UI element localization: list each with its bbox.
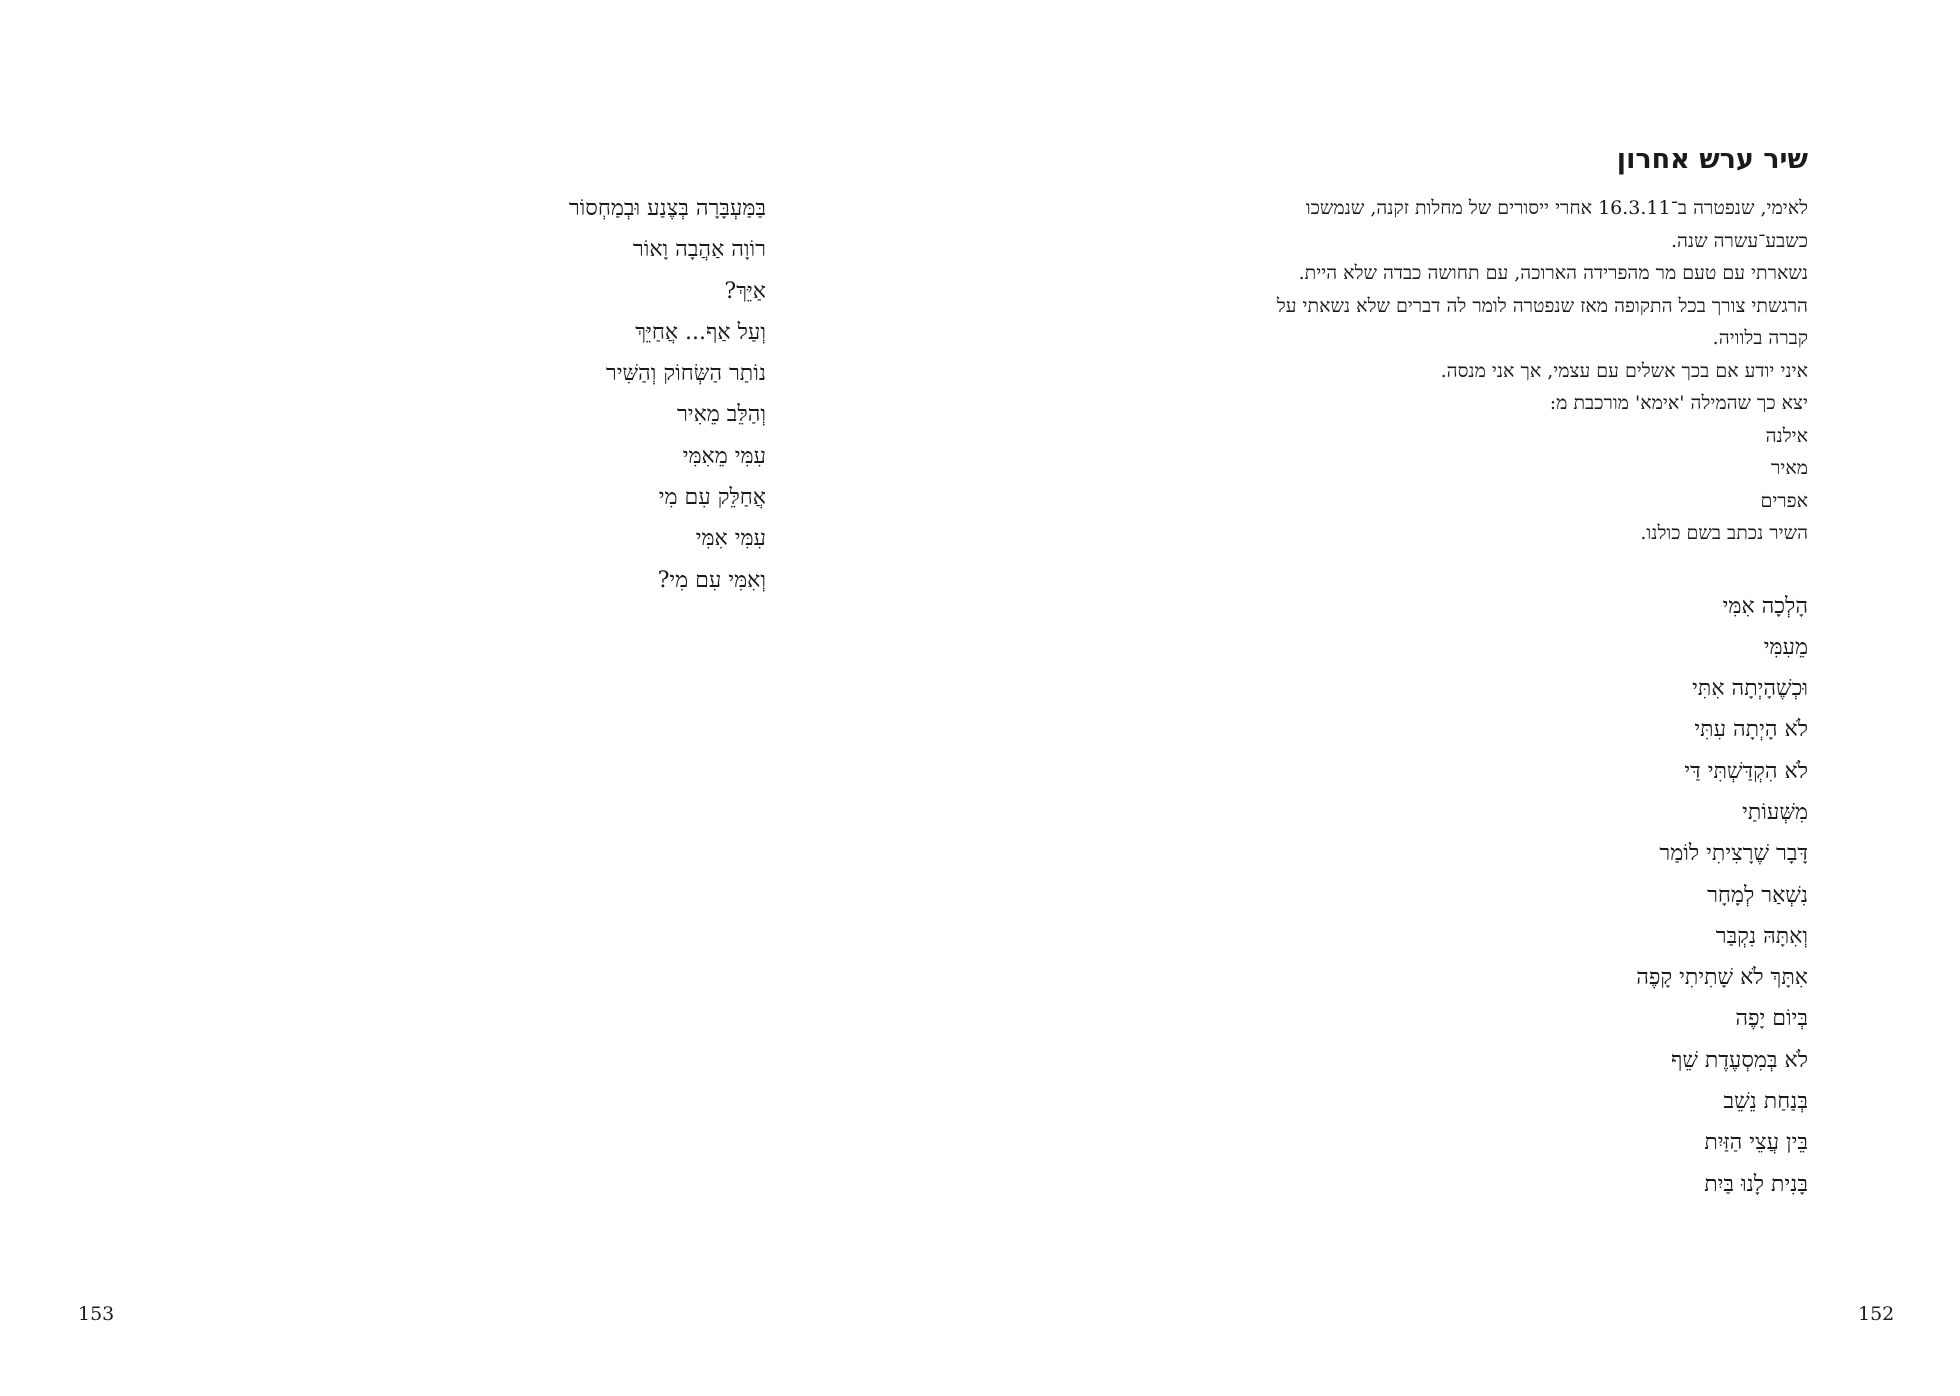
verse-line: נוֹתַר הַשְּׂחוֹק וְהַשִּׁיר [605,361,766,387]
verse-line: בֵּין עֲצֵי הַזַּיִת [1704,1130,1808,1156]
verse-line: וְעַל אַף... אֲחַיֵּךְ [635,319,766,345]
verse-line: הָלְכָה אִמִּי [1722,593,1808,619]
intro-line: אפרים [1760,489,1808,512]
verse-line: וְאִמִּי עִם מִי? [657,567,766,593]
verse-line: אִתָּךְ לֹא שָׁתִיתִי קָפֶה [1636,965,1808,991]
verse-line: עִמִּי מֵאִמִּי [682,443,766,469]
verse-line: עִמִּי אִמִּי [695,526,766,552]
verse-line: לֹא הִקְדַּשְׁתִּי דַּי [1684,758,1808,784]
intro-line: מאיר [1771,457,1808,479]
dedication-intro [1188,192,1808,550]
poem-title: שיר ערש אחרון [1616,144,1808,175]
intro-line: קברה בלוויה. [1712,327,1808,349]
verse-line: בָּנִית לָנוּ בַּיִת [1704,1171,1808,1197]
verse-line: בְּיוֹם יָפֶה [1735,1006,1808,1032]
verse-line: וְאִתָּהּ נִקְבַּר [1715,923,1808,949]
intro-line: נשארתי עם טעם מר מהפרידה הארוכה, עם תחושה כבדה שלא היית. [1298,262,1808,284]
verse-line: בְּנַחַת נֵשֵׁב [1723,1089,1808,1115]
verse-line: וְהַלֵּב מֵאִיר [677,402,766,428]
verse-line: מֵעִמִּי [1763,634,1808,660]
verse-line: רוֹוָה אַהֲבָה וָאוֹר [632,237,766,263]
verse-line: מִשְּׁעוֹתַי [1742,799,1808,825]
verse-line: לֹא הָיְתָה עִתִּי [1694,717,1808,743]
right-page-poem [1188,586,1808,1205]
verse-line: לֹא בְּמִסְעֶדֶת שֵׁף [1670,1047,1808,1073]
verse-line: נִשְׁאַר לְמָחָר [1707,882,1808,908]
verse-line: דָּבָר שֶׁרָצִיתִי לוֹמַר [1659,841,1808,867]
verse-line: אַיֵּךְ? [724,278,766,304]
page-number-right: 152 [1858,1303,1895,1325]
left-page-poem [266,188,766,601]
stanza-gap [1188,550,1808,586]
verse-line: אֲחַלֵּק עִם מִי [658,485,766,511]
intro-line: השיר נכתב בשם כולנו. [1640,522,1808,544]
intro-line: יצא כך שהמילה 'אימא' מורכבת מ: [1549,392,1808,414]
intro-line: כשבע־עשרה שנה. [1670,229,1808,252]
verse-line: בַּמַּעְבָּרָה בְּצֶנַע וּבְמַחְסוֹר [568,196,766,221]
right-page [980,0,1960,1396]
verse-line: וּכְשֶׁהָיְתָה אִתִּי [1692,676,1808,702]
intro-line: אילנה [1765,424,1808,447]
intro-line: איני יודע אם בכך אשלים עם עצמי, אך אני מנסה. [1440,359,1808,382]
page-number-left: 153 [78,1303,115,1325]
right-page-content [1188,140,1808,1205]
intro-line: הרגשתי צורך בכל התקופה מאז שנפטרה לומר לה דברים שלא נשאתי על [1276,294,1808,317]
intro-line: לאימי, שנפטרה ב־16.3.11 אחרי ייסורים של מחלות זקנה, שנמשכו [1305,197,1808,219]
